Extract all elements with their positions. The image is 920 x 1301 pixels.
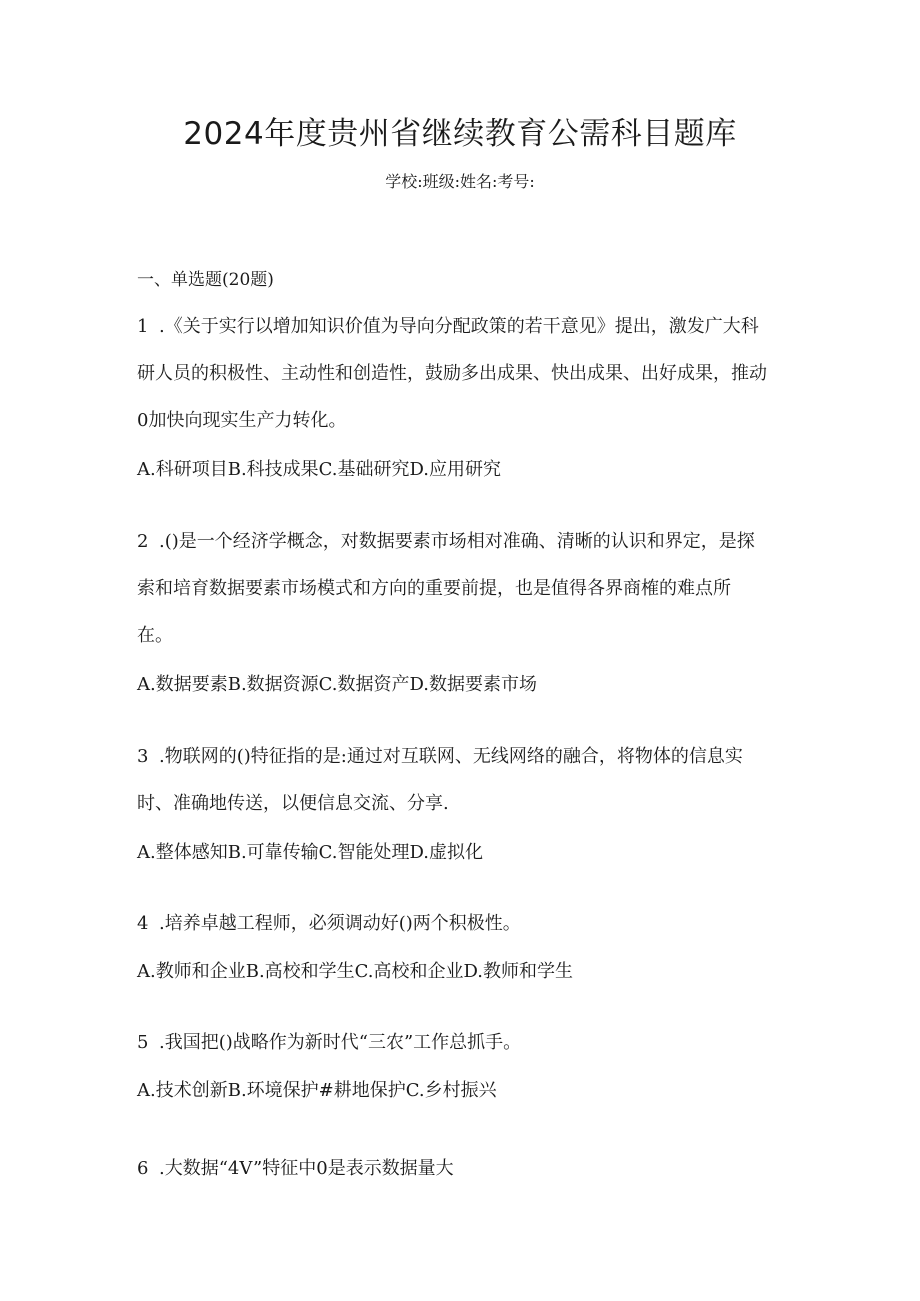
- question-5-line-1: [137, 1029, 521, 1057]
- question-1-line-1: [137, 313, 759, 341]
- question-2-line-3: 在。: [137, 625, 173, 646]
- question-number: 4: [137, 913, 149, 934]
- question-3-line-2: 时、准确地传送，以便信息交流、分享.: [137, 793, 449, 814]
- question-number: 5: [137, 1032, 149, 1053]
- question-2-options: A.数据要素B.数据资源C.数据资产D.数据要素市场: [137, 674, 538, 695]
- section-heading: 一、单选题(20题): [137, 270, 274, 290]
- question-number: 3: [137, 746, 149, 767]
- question-5-options: A.技术创新B.环境保护#耕地保护C.乡村振兴: [137, 1080, 497, 1101]
- document-title: 2024年度贵州省继续教育公需科目题库: [183, 116, 737, 152]
- question-4-line-1: [137, 910, 521, 938]
- question-6-line-1: [137, 1155, 454, 1183]
- question-3-line-1: [137, 743, 743, 771]
- question-text: .《关于实行以增加知识价值为导向分配政策的若干意见》提出，激发广大科: [159, 316, 759, 337]
- question-4-options: A.教师和企业B.高校和学生C.高校和企业D.教师和学生: [137, 961, 574, 982]
- question-number: 6: [137, 1158, 149, 1179]
- question-text: .我国把()战略作为新时代“三农”工作总抓手。: [159, 1032, 522, 1053]
- question-1-line-2: 研人员的积极性、主动性和创造性，鼓励多出成果、快出成果、出好成果，推动: [137, 363, 767, 384]
- question-number: 2: [137, 531, 149, 552]
- question-1-line-3: 0加快向现实生产力转化。: [137, 410, 347, 431]
- question-3-options: A.整体感知B.可靠传输C.智能处理D.虚拟化: [137, 842, 484, 863]
- question-text: .培养卓越工程师，必须调动好()两个积极性。: [159, 913, 521, 934]
- question-text: .物联网的()特征指的是:通过对互联网、无线网络的融合，将物体的信息实: [159, 746, 743, 767]
- question-text: .大数据“4V”特征中0是表示数据量大: [159, 1158, 454, 1179]
- question-1-options: A.科研项目B.科技成果C.基础研究D.应用研究: [137, 459, 502, 480]
- question-2-line-2: 索和培育数据要素市场模式和方向的重要前提，也是值得各界商榷的难点所: [137, 578, 731, 599]
- student-info-line: 学校:班级:姓名:考号:: [385, 172, 535, 191]
- question-text: .()是一个经济学概念，对数据要素市场相对准确、清晰的认识和界定，是探: [159, 531, 755, 552]
- question-2-line-1: [137, 528, 755, 556]
- question-number: 1: [137, 316, 149, 337]
